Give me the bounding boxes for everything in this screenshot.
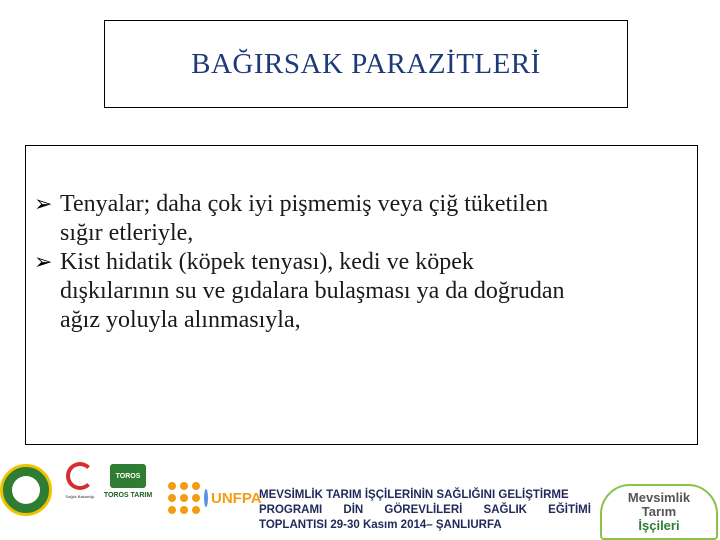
unfpa-logo: UNFPA <box>168 468 248 528</box>
bullet-item <box>34 190 694 248</box>
toros-tarim-logo: TOROS TOROS TARIM <box>102 464 154 520</box>
title-box <box>104 20 628 108</box>
bullet-line: sığır etleriyle, <box>60 220 194 246</box>
harran-university-logo <box>0 464 52 516</box>
footer-logos <box>0 458 720 540</box>
mevsimlik-tarim-isciler-logo: Mevsimlik Tarım İşçileri <box>600 484 718 540</box>
slide-title: BAĞIRSAK PARAZİTLERİ <box>191 47 541 80</box>
program-line: PROGRAMI DİN GÖREVLİLERİ SAĞLIK EĞİTİMİ <box>259 504 591 516</box>
arrow-bullet-icon: ➢ <box>34 250 53 275</box>
bullet-line: Kist hidatik (köpek tenyası), kedi ve köpek <box>60 249 474 275</box>
bullet-line: ağız yoluyla alınmasıyla, <box>60 307 301 333</box>
saglik-bakanligi-logo: Sağlık Bakanlığı <box>58 462 102 518</box>
bullet-line: Tenyalar; daha çok iyi pişmemiş veya çiğ tüketilen <box>60 191 549 217</box>
bullet-line: dışkılarının su ve gıdalara bulaşması ya da doğrudan <box>60 278 565 304</box>
program-line: MEVSİMLİK TARIM İŞÇİLERİNİN SAĞLIĞINI GELİŞTİRME <box>259 489 569 501</box>
bullet-list <box>34 190 694 335</box>
program-line: TOPLANTISI 29-30 Kasım 2014– ŞANLIURFA <box>259 519 502 531</box>
content-box <box>25 145 698 445</box>
program-text <box>259 488 591 533</box>
bullet-item <box>34 248 694 335</box>
un-emblem-icon <box>204 489 208 507</box>
arrow-bullet-icon: ➢ <box>34 192 53 217</box>
